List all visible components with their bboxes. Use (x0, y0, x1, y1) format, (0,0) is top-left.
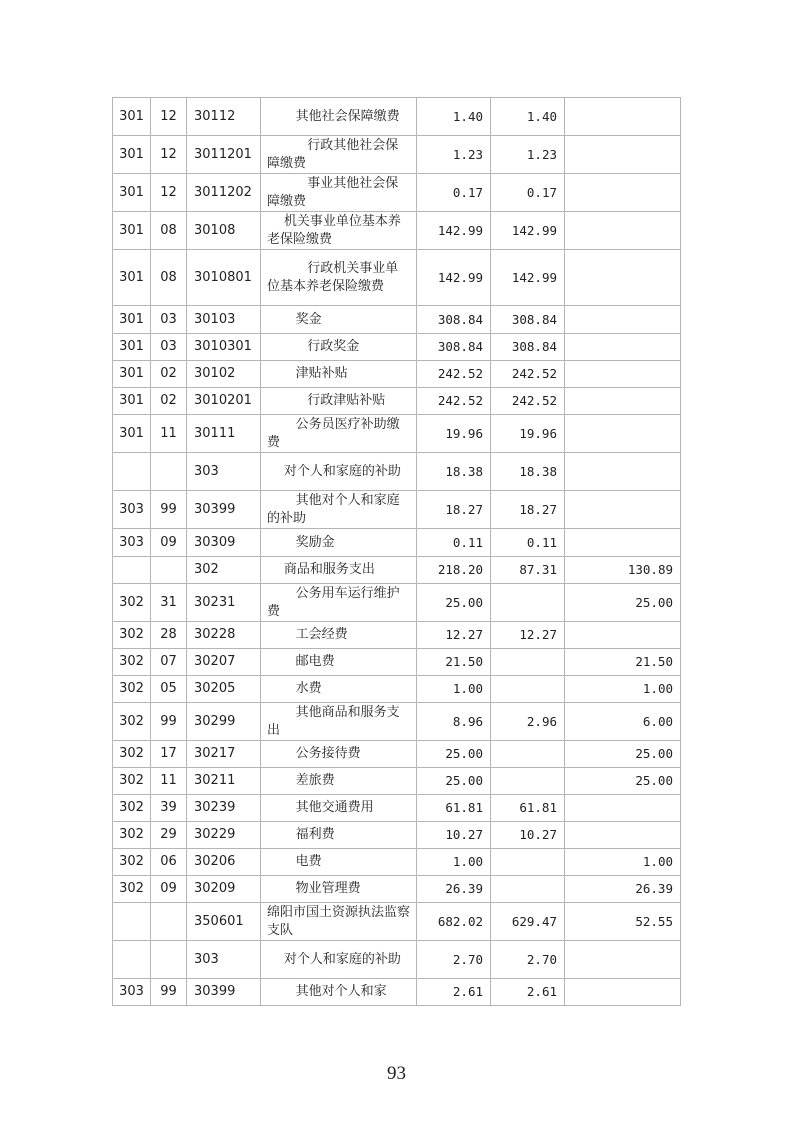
cell-item-code (151, 557, 187, 584)
table-row (113, 415, 681, 453)
table-row (113, 703, 681, 741)
cell-item-code: 08 (151, 212, 187, 250)
cell-subject-name: 津贴补贴 (261, 361, 417, 388)
cell-subject-name: 其他社会保障缴费 (261, 98, 417, 136)
cell-class-code: 301 (113, 388, 151, 415)
cell-total: 682.02 (417, 903, 491, 941)
cell-subject-name: 行政其他社会保障缴费 (261, 136, 417, 174)
cell-class-code (113, 557, 151, 584)
cell-subject-name: 福利费 (261, 822, 417, 849)
cell-class-code: 303 (113, 979, 151, 1006)
cell-basic-expenditure: 1.23 (491, 136, 565, 174)
cell-basic-expenditure: 142.99 (491, 250, 565, 306)
cell-item-code: 09 (151, 529, 187, 557)
cell-basic-expenditure (491, 768, 565, 795)
cell-project-expenditure: 1.00 (565, 676, 681, 703)
cell-item-code: 17 (151, 741, 187, 768)
cell-subject-name: 对个人和家庭的补助 (261, 941, 417, 979)
cell-class-code (113, 903, 151, 941)
cell-subject-code: 30102 (187, 361, 261, 388)
cell-subject-code: 3010801 (187, 250, 261, 306)
cell-subject-code: 30207 (187, 649, 261, 676)
cell-project-expenditure (565, 795, 681, 822)
cell-total: 1.00 (417, 676, 491, 703)
table-row (113, 136, 681, 174)
cell-item-code: 99 (151, 979, 187, 1006)
cell-subject-name: 公务接待费 (261, 741, 417, 768)
cell-item-code: 12 (151, 174, 187, 212)
cell-class-code: 301 (113, 136, 151, 174)
cell-class-code: 302 (113, 676, 151, 703)
table-row (113, 822, 681, 849)
table-row (113, 768, 681, 795)
cell-class-code: 303 (113, 529, 151, 557)
cell-basic-expenditure: 142.99 (491, 212, 565, 250)
cell-subject-code: 30108 (187, 212, 261, 250)
cell-item-code: 11 (151, 415, 187, 453)
cell-project-expenditure (565, 212, 681, 250)
cell-class-code: 302 (113, 849, 151, 876)
cell-subject-name: 物业管理费 (261, 876, 417, 903)
cell-item-code: 07 (151, 649, 187, 676)
cell-item-code: 05 (151, 676, 187, 703)
table-row (113, 622, 681, 649)
cell-subject-code: 30229 (187, 822, 261, 849)
cell-basic-expenditure: 308.84 (491, 306, 565, 334)
cell-subject-code: 30217 (187, 741, 261, 768)
cell-subject-code: 30399 (187, 979, 261, 1006)
cell-basic-expenditure: 12.27 (491, 622, 565, 649)
cell-item-code: 31 (151, 584, 187, 622)
cell-total: 0.17 (417, 174, 491, 212)
cell-project-expenditure (565, 941, 681, 979)
cell-project-expenditure (565, 415, 681, 453)
table-body (113, 98, 681, 1006)
cell-basic-expenditure: 1.40 (491, 98, 565, 136)
cell-subject-name: 水费 (261, 676, 417, 703)
cell-project-expenditure (565, 361, 681, 388)
cell-item-code: 08 (151, 250, 187, 306)
cell-subject-code: 30239 (187, 795, 261, 822)
cell-basic-expenditure: 0.11 (491, 529, 565, 557)
cell-subject-name: 公务员医疗补助缴费 (261, 415, 417, 453)
cell-subject-code: 30206 (187, 849, 261, 876)
cell-project-expenditure (565, 822, 681, 849)
cell-item-code: 03 (151, 306, 187, 334)
cell-subject-code: 30309 (187, 529, 261, 557)
cell-class-code: 301 (113, 98, 151, 136)
cell-total: 242.52 (417, 361, 491, 388)
cell-basic-expenditure: 61.81 (491, 795, 565, 822)
cell-project-expenditure (565, 136, 681, 174)
cell-subject-name: 其他交通费用 (261, 795, 417, 822)
cell-item-code: 99 (151, 491, 187, 529)
table-row (113, 453, 681, 491)
cell-basic-expenditure (491, 676, 565, 703)
cell-item-code (151, 453, 187, 491)
cell-basic-expenditure: 0.17 (491, 174, 565, 212)
cell-subject-name: 奖励金 (261, 529, 417, 557)
cell-project-expenditure (565, 334, 681, 361)
cell-item-code: 29 (151, 822, 187, 849)
cell-basic-expenditure (491, 649, 565, 676)
table-row (113, 306, 681, 334)
cell-total: 8.96 (417, 703, 491, 741)
cell-item-code: 99 (151, 703, 187, 741)
cell-subject-code: 30209 (187, 876, 261, 903)
cell-class-code: 301 (113, 174, 151, 212)
cell-subject-code: 3010201 (187, 388, 261, 415)
cell-subject-code: 30228 (187, 622, 261, 649)
cell-subject-code: 303 (187, 453, 261, 491)
cell-item-code (151, 941, 187, 979)
cell-subject-name: 事业其他社会保障缴费 (261, 174, 417, 212)
table-row (113, 876, 681, 903)
cell-project-expenditure (565, 622, 681, 649)
cell-project-expenditure (565, 453, 681, 491)
cell-subject-code: 3011202 (187, 174, 261, 212)
budget-table (112, 97, 681, 1006)
cell-project-expenditure: 1.00 (565, 849, 681, 876)
cell-project-expenditure: 25.00 (565, 584, 681, 622)
cell-project-expenditure: 25.00 (565, 768, 681, 795)
cell-total: 242.52 (417, 388, 491, 415)
cell-project-expenditure (565, 250, 681, 306)
cell-subject-name: 对个人和家庭的补助 (261, 453, 417, 491)
cell-basic-expenditure (491, 584, 565, 622)
table-row (113, 676, 681, 703)
page-number: 93 (387, 1063, 406, 1084)
cell-total: 142.99 (417, 250, 491, 306)
cell-project-expenditure: 6.00 (565, 703, 681, 741)
cell-class-code: 302 (113, 649, 151, 676)
cell-total: 1.40 (417, 98, 491, 136)
cell-subject-name: 其他商品和服务支出 (261, 703, 417, 741)
table-row (113, 491, 681, 529)
cell-item-code: 12 (151, 136, 187, 174)
cell-item-code: 06 (151, 849, 187, 876)
cell-basic-expenditure: 18.38 (491, 453, 565, 491)
table-row (113, 334, 681, 361)
table-row (113, 741, 681, 768)
cell-subject-name: 工会经费 (261, 622, 417, 649)
cell-project-expenditure (565, 979, 681, 1006)
cell-basic-expenditure: 242.52 (491, 388, 565, 415)
cell-subject-code: 30399 (187, 491, 261, 529)
cell-basic-expenditure: 2.70 (491, 941, 565, 979)
cell-subject-name: 其他对个人和家庭的补助 (261, 491, 417, 529)
cell-total: 0.11 (417, 529, 491, 557)
cell-subject-name: 公务用车运行维护费 (261, 584, 417, 622)
cell-total: 25.00 (417, 584, 491, 622)
cell-class-code: 302 (113, 876, 151, 903)
cell-total: 142.99 (417, 212, 491, 250)
table-row (113, 557, 681, 584)
cell-project-expenditure (565, 98, 681, 136)
cell-total: 308.84 (417, 334, 491, 361)
cell-project-expenditure (565, 174, 681, 212)
cell-total: 2.70 (417, 941, 491, 979)
cell-class-code: 303 (113, 491, 151, 529)
table-row (113, 361, 681, 388)
cell-class-code: 301 (113, 212, 151, 250)
cell-item-code (151, 903, 187, 941)
cell-subject-code: 30205 (187, 676, 261, 703)
cell-class-code: 302 (113, 741, 151, 768)
cell-basic-expenditure (491, 849, 565, 876)
cell-class-code: 301 (113, 415, 151, 453)
cell-class-code: 301 (113, 250, 151, 306)
cell-subject-code: 30103 (187, 306, 261, 334)
cell-subject-name: 奖金 (261, 306, 417, 334)
cell-total: 1.23 (417, 136, 491, 174)
cell-total: 218.20 (417, 557, 491, 584)
cell-total: 25.00 (417, 741, 491, 768)
cell-subject-code: 30211 (187, 768, 261, 795)
cell-class-code: 302 (113, 822, 151, 849)
table-row (113, 212, 681, 250)
cell-class-code: 301 (113, 334, 151, 361)
cell-basic-expenditure: 18.27 (491, 491, 565, 529)
cell-project-expenditure: 26.39 (565, 876, 681, 903)
cell-project-expenditure (565, 388, 681, 415)
table-row (113, 849, 681, 876)
cell-subject-code: 30112 (187, 98, 261, 136)
table-row (113, 584, 681, 622)
cell-class-code: 302 (113, 768, 151, 795)
cell-subject-name: 机关事业单位基本养老保险缴费 (261, 212, 417, 250)
cell-basic-expenditure: 2.61 (491, 979, 565, 1006)
cell-subject-name: 行政机关事业单位基本养老保险缴费 (261, 250, 417, 306)
cell-basic-expenditure (491, 876, 565, 903)
cell-subject-code: 302 (187, 557, 261, 584)
cell-total: 2.61 (417, 979, 491, 1006)
cell-subject-name: 其他对个人和家 (261, 979, 417, 1006)
cell-item-code: 02 (151, 388, 187, 415)
table-row (113, 388, 681, 415)
cell-class-code (113, 453, 151, 491)
cell-basic-expenditure: 10.27 (491, 822, 565, 849)
table-row (113, 98, 681, 136)
cell-subject-name: 邮电费 (261, 649, 417, 676)
cell-subject-code: 303 (187, 941, 261, 979)
table-row (113, 174, 681, 212)
cell-project-expenditure: 130.89 (565, 557, 681, 584)
cell-project-expenditure: 25.00 (565, 741, 681, 768)
cell-basic-expenditure: 242.52 (491, 361, 565, 388)
cell-basic-expenditure (491, 741, 565, 768)
cell-class-code: 302 (113, 795, 151, 822)
cell-total: 26.39 (417, 876, 491, 903)
cell-subject-code: 350601 (187, 903, 261, 941)
cell-subject-code: 30299 (187, 703, 261, 741)
cell-subject-name: 电费 (261, 849, 417, 876)
cell-project-expenditure: 52.55 (565, 903, 681, 941)
table-row (113, 941, 681, 979)
cell-item-code: 03 (151, 334, 187, 361)
cell-total: 18.27 (417, 491, 491, 529)
cell-class-code: 302 (113, 584, 151, 622)
cell-basic-expenditure: 629.47 (491, 903, 565, 941)
cell-item-code: 28 (151, 622, 187, 649)
cell-subject-name: 行政津贴补贴 (261, 388, 417, 415)
cell-total: 1.00 (417, 849, 491, 876)
cell-project-expenditure (565, 491, 681, 529)
cell-project-expenditure (565, 306, 681, 334)
table-row (113, 529, 681, 557)
cell-total: 19.96 (417, 415, 491, 453)
cell-class-code: 302 (113, 703, 151, 741)
cell-item-code: 09 (151, 876, 187, 903)
cell-basic-expenditure: 2.96 (491, 703, 565, 741)
cell-subject-name: 商品和服务支出 (261, 557, 417, 584)
cell-basic-expenditure: 87.31 (491, 557, 565, 584)
cell-total: 21.50 (417, 649, 491, 676)
cell-item-code: 11 (151, 768, 187, 795)
cell-item-code: 12 (151, 98, 187, 136)
cell-class-code: 301 (113, 306, 151, 334)
table-row (113, 795, 681, 822)
cell-class-code (113, 941, 151, 979)
cell-subject-name: 差旅费 (261, 768, 417, 795)
cell-item-code: 02 (151, 361, 187, 388)
cell-class-code: 302 (113, 622, 151, 649)
cell-total: 61.81 (417, 795, 491, 822)
cell-total: 308.84 (417, 306, 491, 334)
cell-project-expenditure: 21.50 (565, 649, 681, 676)
table-row (113, 903, 681, 941)
cell-subject-name: 绵阳市国土资源执法监察支队 (261, 903, 417, 941)
table-row (113, 979, 681, 1006)
cell-total: 10.27 (417, 822, 491, 849)
cell-project-expenditure (565, 529, 681, 557)
cell-basic-expenditure: 19.96 (491, 415, 565, 453)
cell-total: 18.38 (417, 453, 491, 491)
table-row (113, 250, 681, 306)
cell-subject-code: 30231 (187, 584, 261, 622)
cell-total: 12.27 (417, 622, 491, 649)
cell-subject-code: 3010301 (187, 334, 261, 361)
cell-subject-name: 行政奖金 (261, 334, 417, 361)
cell-subject-code: 3011201 (187, 136, 261, 174)
cell-subject-code: 30111 (187, 415, 261, 453)
table-row (113, 649, 681, 676)
cell-item-code: 39 (151, 795, 187, 822)
cell-class-code: 301 (113, 361, 151, 388)
cell-total: 25.00 (417, 768, 491, 795)
cell-basic-expenditure: 308.84 (491, 334, 565, 361)
